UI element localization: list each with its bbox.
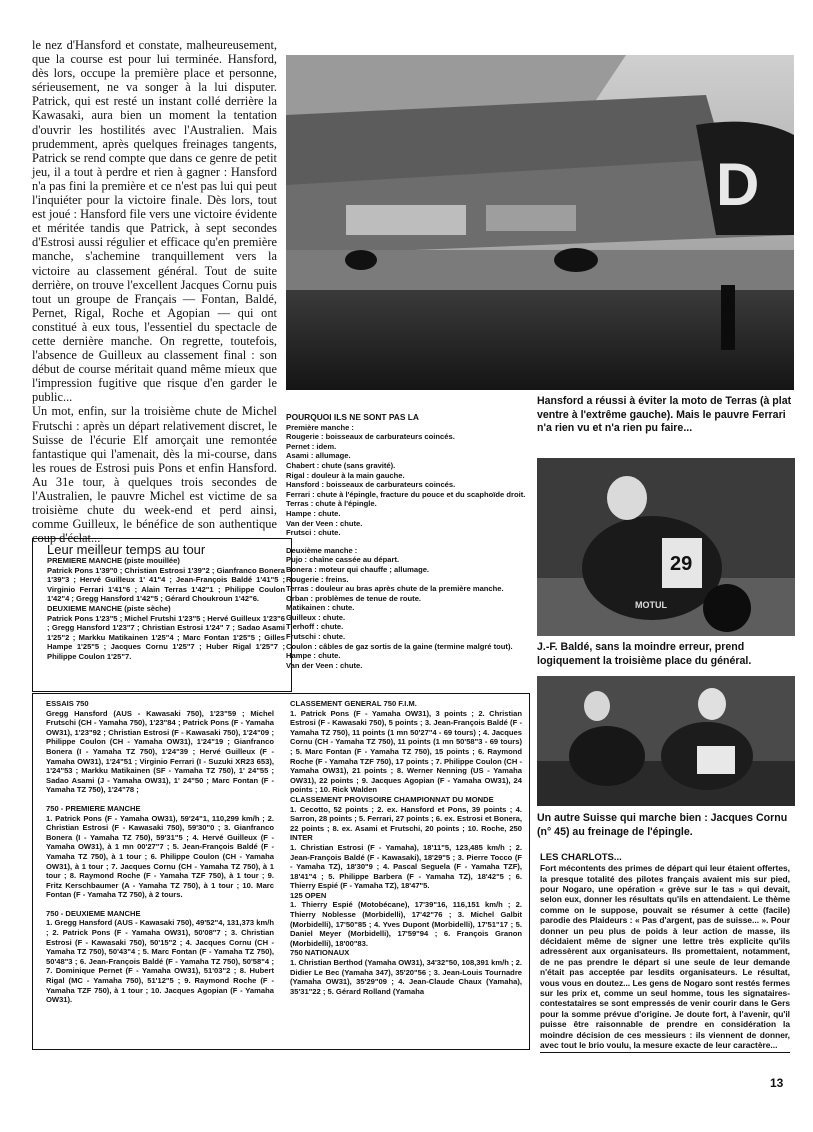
retirement-line: Tierhoff : chute. [286,622,344,632]
page-number: 13 [770,1076,784,1090]
retirement-line: Bonera : moteur qui chauffe ; allumage. [286,564,430,574]
article-body: Fort mécontents des primes de départ qui leur étaient offertes, la presque totalité des pilotes français avaient mis sur pied, pour Nogaro, une opération « grève sur le tas » qui devait, selon eux, donner les résultats qu'ils en attendaient. Le thème comme on le suppose, pouvait se résumer à cette (facile) parodie des Plaideurs : « Pas d'argent, pas de suisse... ». Pour donner un peu plus de poids à leur action de masse, ils décidaient même de signer une lettre très explicite qu'ils adressèrent aux organisateurs. Ils promettaient, notamment, de ne pas prendre le départ si une seule de leur demande n'était pas acceptée par lesdits organisateurs. Le résultat, vous vous en doutez... Les gens de Nogaro sont restés fermes sur les prix et, comme un seul homme, tous les signataires-contestataires se sont empressés de venir courir dans le Gers pour la somme prévue d'origine. Je doute fort, à l'avenir, qu'il puisse être raisonnable de prendre en considération la moindre décision de ces messieurs : ils viennent de donner, avec tout le brio voulu, la mesure exacte de leur caractère... [540,863,790,1050]
results-title: 750 - DEUXIEME MANCHE [46,908,141,918]
section-pourquoi [286,413,530,670]
photo-cornu [537,676,795,806]
retirement-line: Orban : problèmes de tenue de route. [286,593,422,603]
retirement-line: Terras : chute à l'épingle. [286,499,377,509]
retirement-line: Asami : allumage. [286,451,351,461]
retirement-line: Frutsci : chute. [286,528,341,538]
results-left-column [46,699,274,1005]
caption-photo1: Hansford a réussi à éviter la moto de Terras (à plat ventre à l'extrême gauche). Mais le pauvre Ferrari n'a rien vu et n'a rien pu faire... [537,395,792,434]
bike-number: 29 [670,553,693,575]
results-text: 1. Patrick Pons (F - Yamaha OW31), 59'24"1, 110,299 km/h ; 2. Christian Estrosi (F - Kawasaki 750), 59'30"0 ; 3. Gianfranco Bonera (I - Yamaha TZ 750), 59'31"5 ; 4. Hervé Guilleux (F - Yamaha OW31), à 1 mn 00'27"7 ; 5. Jean-François Baldé (F - Yamaha TZ 750), à 1 tour ; 6. Philippe Coulon (CH - Yamaha OW31), à 1 tour ; 7. Jacques Cornu (CH - Yamaha TZ 750), à 1 tour ; 8. Raymond Roche (F - Yamaha TZF 750), à 1 tour ; 9. Fritz Kerschbaumer (A - Yamaha TZ 750), à 1 tour ; 10. Marc Fontan (F - Yamaha TZ 750), à 2 tours. [46,813,274,900]
results-text: 1. Gregg Hansford (AUS - Kawasaki 750), 49'52"4, 131,373 km/h ; 2. Patrick Pons (F - Yamaha OW31), 50'08"7 ; 3. Christian Estrosi (F - Kawasaki 750), 50'15"2 ; 4. Jacques Cornu (CH - Yamaha TZ 750), 50'43"4 ; 5. Marc Fontan (F - Yamaha TZ 750), 50'48"3 ; 6. Jean-François Baldé (F - Yamaha TZ 750), 50'58"4 ; 7. Dominique Pernet (F - Yamaha OW31), 51'03"2 ; 8. Hubert Rigal (MC - Yamaha 750), 51'12"5 ; 9. Raymond Roche (F - Yamaha TZF 750), à 1 tour ; 10. Jacques Agopian (F - Yamaha OW31). [46,918,274,1005]
retirement-line: Pujo : chaîne cassée au départ. [286,555,400,565]
retirement-line: Matikainen : chute. [286,603,355,613]
caption-photo2: J.-F. Baldé, sans la moindre erreur, prend logiquement la troisième place du général. [537,641,752,667]
retirement-line: Chabert : chute (sans gravité). [286,460,396,470]
box-best-laps [32,538,292,692]
photo-circuit-crash [286,55,794,390]
results-title: CLASSEMENT GENERAL 750 F.I.M. [290,699,417,708]
subsection-heading: Deuxième manche : [286,545,358,555]
banner-letter: D [716,151,760,218]
results-title: 125 OPEN [290,890,327,900]
retirement-line: Rigal : douleur à la main gauche. [286,470,405,480]
retirement-line: Coulon : câbles de gaz sortis de la gaine (termine malgré tout). [286,641,513,651]
results-title: ESSAIS 750 [46,699,89,708]
lead-paragraph: le nez d'Hansford et constate, malheureusement, que la course est pour lui terminée. Hansford, dès lors, occupe la première place et personne, sérieusement, ne va songer à la lui disputer. Patrick, qui est resté un instant collé derrière la Kawasaki, aura bien un moment la tentation d'ouvrir les hostilités avec l'Australien. Mais prudemment, après quelques freinages tangents, Patrick se rend compte que dans ce genre de petit jeu, il a tout à perdre et rien à gagner : Hansford n'a pas fini la première et ce n'est pas lui qui peut l'inquiéter pour la victoire finale. Dès lors, tout est joué : Hansford file vers une victoire évidente et méritée tandis que Patrick, à sept secondes d'Estrosi aussi régulier et efficace qu'en première manche, s'achemine tranquillement vers la victoire au classement général. Tout de suite derrière, on trouve l'excellent Jacques Cornu puis tout un groupe de Français — Fontan, Baldé, Pernet, Rigal, Roche et Agopian — qui ont constitué à eux tous, l'essentiel du spectacle de cette dernière manche. On regrette, toutefois, l'absence de Guilleux au classement final : son début de course méritait quand même mieux que l'impression fugitive que risque d'en garder le public... [32,38,277,405]
retirement-line: Rougerie : boisseaux de carburateurs coincés. [286,432,455,442]
bike-sponsor: MOTUL [635,600,667,610]
subsection-heading: PREMIERE MANCHE (piste mouillée) [47,556,180,565]
results-text: 1. Patrick Pons (F - Yamaha OW31), 3 points ; 2. Christian Estrosi (F - Kawasaki 750), 5 points ; 3. Jean-François Baldé (F - Yamaha TZ 750), 11 points (1 mn 50'27"4 - 69 tours) ; 4. Jacques Cornu (CH - Yamaha TZ 750), 11 points (1 mn 50'58"3 - 69 tours) ; 5. Marc Fontan (F - Yamaha TZ 750), 15 points ; 6. Raymond Roche (F - Yamaha TZF 750), 17 points ; 7. Philippe Coulon (CH - Yamaha OW31), 21 points ; 8. Werner Nenning (US - Yamaha OW31), 22 points ; 9. Jacques Agopian (F - Yamaha OW31), 24 points ; 10. Rick Walden [290,708,522,795]
retirement-line: Rougerie : freins. [286,574,349,584]
best-laps-text: Patrick Pons 1'39"0 ; Christian Estrosi 1'39"2 ; Gianfranco Bonera 1'39"3 ; Hervé Guilleux 1' 41"4 ; Jean-François Baldé 1'41"5 ; Virginio Ferrari 1'41"6 ; Alain Terras 1'42"1 ; Philippe Coulon 1'42"4 ; Gregg Hansford 1'42"5 ; Gérard Choukroun 1'42"6. [47,565,285,604]
results-text: 1. Thierry Espié (Motobécane), 17'39"16, 116,151 km/h ; 2. Thierry Noblesse (Morbidelli), 17'42"76 ; 3. Michel Galbit (Morbidelli), 17'50"85 ; 4. Yves Dupont (Morbidelli), 17'51"17 ; 5. Daniel Meyer (Morbidelli), 17'59"94 ; 6. François Granon (Morbidelli), 18'00"83. [290,900,522,948]
results-text: Gregg Hansford (AUS - Kawasaki 750), 1'23"59 ; Michel Frutschi (CH - Yamaha 750), 1'23"84 ; Patrick Pons (F - Yamaha OW31), 1'23"92 ; Christian Estrosi (F - Kawasaki 750), 1'24"09 ; Philippe Coulon (CH - Yamaha OW31), 1'24"19 ; Gianfranco Bonera (I - Yamaha TZ 750), 1'24"39 ; Hervé Guilleux (F - Yamaha OW31), 1'24"51 ; Virginio Ferrari (I - Suzuki XR23 653), 1'24"53 ; Markku Matikainen (SF - Yamaha TZ 750), 1' 24"55 ; Sadao Asami (J - Yamaha OW31), 1' 24"50 ; Marc Fontan (F - Yamaha TZ 750), 1'24"78 ; [46,708,274,795]
retirement-line: Terras : douleur au bras après chute de la première manche. [286,584,504,594]
results-middle-column [290,699,522,996]
retirement-line: Van der Veen : chute. [286,660,363,670]
subsection-heading: DEUXIEME MANCHE (piste sèche) [47,603,171,613]
results-text: 1. Christian Estrosi (F - Yamaha), 18'11"5, 123,485 km/h ; 2. Jean-François Baldé (F - Kawasaki), 18'29"5 ; 3. Pierre Tocco (F - Yamaha TZ), 18'30"9 ; 4. Pascal Seguela (F - Yamaha TZF), 18'41"4 ; 5. Philippe Barbera (F - Yamaha TZ), 18'42"5 ; 6. Thierry Espié (F - Yamaha TZ), 18'47"5. [290,842,522,891]
photo-balde [537,458,795,636]
best-laps-text: Patrick Pons 1'23"5 ; Michel Frutshi 1'23"5 ; Hervé Guilleux 1'23"6 ; Gregg Hansford 1'23"7 ; Christian Estrosi 1'24" 7 ; Sadao Asami 1'25"2 ; Markku Matikainen 1'25"4 ; Marc Fontan 1'25"5 ; Gilles Hampe 1'25"5 ; Jacques Cornu 1'25"7 ; Huber Rigal 1'25"7 ; Philippe Coulon 1'25"7. [47,613,285,661]
results-title: 750 - PREMIERE MANCHE [46,803,141,813]
photo-circuit-crash-image [286,55,794,390]
results-text: 1. Christian Berthod (Yamaha OW31), 34'32"50, 108,391 km/h ; 2. Didier Le Bec (Yamaha 347), 35'20"56 ; 3. Jean-Louis Tournadre (Yamaha OW31), 35'29"09 ; 4. Jean-Claude Chaux (Yamaha), 35'31"22 ; 5. Gérard Rolland (Yamaha [290,958,522,996]
les-charlots-article [540,852,790,1053]
photo-cornu-image [537,676,795,806]
lead-paragraph: Un mot, enfin, sur la troisième chute de Michel Frutschi : après un départ relativement discret, le Suisse de l'écurie Elf amorçait une remontée fantastique qui l'amenait, dès la mi-course, dans les roues de Estrosi puis Pons et enfin Hansford. Au 31e tour, à quelques trois secondes de l'Australien, le pauvre Michel est victime de sa troisième chute du week-end et perd ainsi, comme Guilleux, le bénéfice de son authentique coup d'éclat... [32,404,277,546]
box-title: Leur meilleur temps au tour [47,542,206,557]
photo-balde-image [537,458,795,636]
retirement-line: Guilleux : chute. [286,612,346,622]
results-text: 1. Cecotto, 52 points ; 2. ex. Hansford et Pons, 39 points ; 4. Sarron, 28 points ; 5. Ferrari, 27 points ; 6. ex. Estrosi et Bonera, 22 points ; 8. ex. Asami et Frutschi, 20 points ; 10. Roche, 250 INTER [290,804,522,843]
subsection-heading: Première manche : [286,422,354,432]
retirement-line: Hansford : boisseaux de carburateurs coincés. [286,480,456,490]
article-title: LES CHARLOTS... [540,852,622,863]
caption-photo3: Un autre Suisse qui marche bien : Jacques Cornu (n° 45) au freinage de l'épingle. [537,812,788,838]
retirement-line: Pernet : idem. [286,441,337,451]
article-lead-text [32,38,277,545]
retirement-line: Hampe : chute. [286,651,341,661]
section-title: POURQUOI ILS NE SONT PAS LA [286,412,419,422]
retirement-line: Hampe : chute. [286,508,341,518]
retirement-line: Van der Veen : chute. [286,518,363,528]
retirement-line: Frutschi : chute. [286,632,346,642]
retirement-line: Ferrari : chute à l'épingle, fracture du pouce et du scaphoïde droit. [286,489,526,499]
results-title: CLASSEMENT PROVISOIRE CHAMPIONNAT DU MONDE [290,794,494,804]
results-title: 750 NATIONAUX [290,948,350,958]
